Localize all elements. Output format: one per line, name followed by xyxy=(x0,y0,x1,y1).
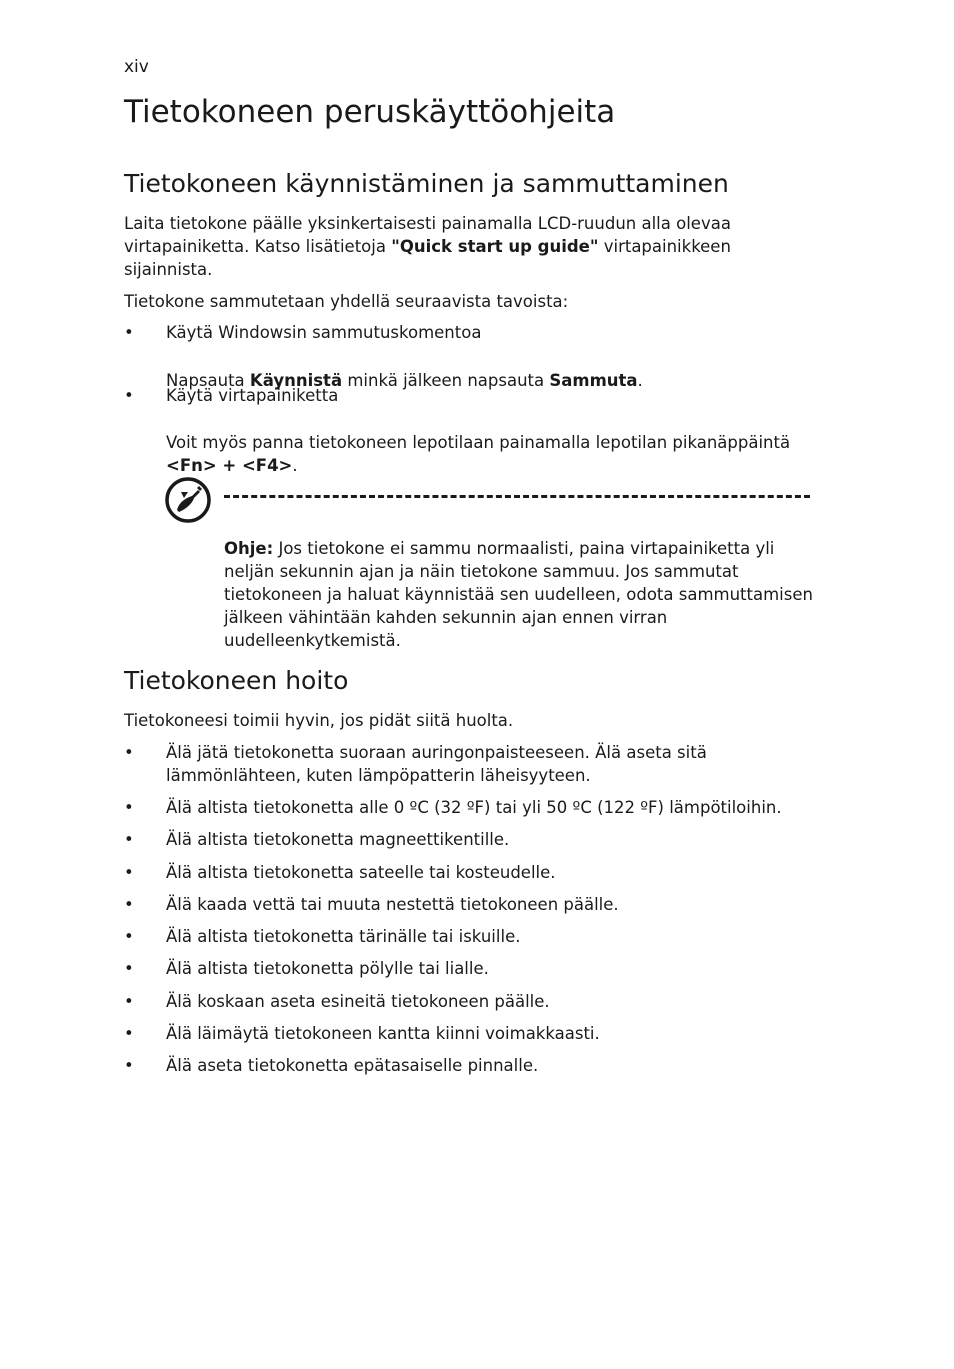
detail-text: . xyxy=(637,370,643,390)
detail-text: . xyxy=(292,455,298,475)
list-item-text: Käytä Windowsin sammutuskomentoa xyxy=(166,323,482,342)
list-item-text: Käytä virtapainiketta xyxy=(166,386,339,405)
section-heading-care: Tietokoneen hoito xyxy=(124,666,349,695)
care-intro-paragraph: Tietokoneesi toimii hyvin, jos pidät siitä huolta. xyxy=(124,711,514,730)
start-menu-label: Käynnistä xyxy=(249,370,343,390)
shutdown-option-power-button-detail xyxy=(166,431,814,477)
care-list-item xyxy=(124,741,814,787)
list-item-text: Älä koskaan aseta esineitä tietokoneen päälle. xyxy=(166,992,550,1011)
bullet: • xyxy=(124,798,134,817)
list-item-text: Älä altista tietokonetta sateelle tai kosteudelle. xyxy=(166,863,556,882)
care-list-item xyxy=(124,861,814,884)
list-item-text: Älä jätä tietokonetta suoraan auringonpaisteeseen. Älä aseta sitä lämmönlähteen, kuten lämpöpatterin läheisyyteen. xyxy=(166,743,707,785)
bullet: • xyxy=(124,927,134,946)
care-list-item xyxy=(124,1054,814,1077)
startup-intro-text-1: Laita tietokone päälle yksinkertaisesti painamalla LCD-ruudun alla olevaa virtapainiketta. Katso lisätietoja xyxy=(124,214,731,256)
care-list-item xyxy=(124,1022,814,1045)
list-item-text: Älä altista tietokonetta magneettikentille. xyxy=(166,830,510,849)
note-text: Jos tietokone ei sammu normaalisti, paina virtapainiketta yli neljän sekunnin ajan ja näin tietokone sammuu. Jos sammutat tietokoneen ja haluat käynnistää sen uudelleen, odota sammuttamisen jälkeen vähintään kahden sekunnin ajan ennen virran uudelleenkytkemistä. xyxy=(224,538,813,650)
care-list-item xyxy=(124,796,814,819)
quick-start-guide-reference: "Quick start up guide" xyxy=(391,237,599,256)
care-list-item xyxy=(124,828,814,851)
shutdown-option-power-button xyxy=(124,384,814,407)
startup-intro-text-2: virtapainikkeen sijainnista. xyxy=(124,237,731,279)
note-divider xyxy=(224,495,810,498)
section-heading-startup: Tietokoneen käynnistäminen ja sammuttaminen xyxy=(124,169,729,198)
list-item-text: Älä läimäytä tietokoneen kantta kiinni voimakkaasti. xyxy=(166,1024,600,1043)
detail-text: Napsauta xyxy=(166,370,250,390)
care-list-item xyxy=(124,990,814,1013)
bullet: • xyxy=(124,863,134,882)
list-item-text: Älä aseta tietokonetta epätasaiselle pinnalle. xyxy=(166,1056,539,1075)
page-number: xiv xyxy=(124,57,149,77)
bullet: • xyxy=(124,323,134,342)
note-label: Ohje: xyxy=(224,538,274,558)
note-paragraph xyxy=(224,537,814,652)
list-item-text: Älä kaada vettä tai muuta nestettä tietokoneen päälle. xyxy=(166,895,619,914)
bullet: • xyxy=(124,1024,134,1043)
bullet: • xyxy=(124,386,134,405)
sleep-hotkey: <Fn> + <F4> xyxy=(166,455,293,475)
list-item-text: Älä altista tietokonetta tärinälle tai iskuille. xyxy=(166,927,521,946)
detail-text: Voit myös panna tietokoneen lepotilaan painamalla lepotilan pikanäppäintä xyxy=(166,432,791,452)
care-list-item xyxy=(124,957,814,980)
list-item-text: Älä altista tietokonetta alle 0 ºC (32 ºF) tai yli 50 ºC (122 ºF) lämpötiloihin. xyxy=(166,798,782,817)
note-icon xyxy=(164,476,212,524)
bullet: • xyxy=(124,743,134,762)
care-list-item xyxy=(124,925,814,948)
startup-intro-paragraph xyxy=(124,212,814,281)
shutdown-intro-paragraph: Tietokone sammutetaan yhdellä seuraavista tavoista: xyxy=(124,292,569,311)
bullet: • xyxy=(124,895,134,914)
detail-text: minkä jälkeen napsauta xyxy=(342,370,550,390)
shutdown-option-windows xyxy=(124,321,814,344)
bullet: • xyxy=(124,830,134,849)
bullet: • xyxy=(124,992,134,1011)
care-list-item xyxy=(124,893,814,916)
shutdown-menu-label: Sammuta xyxy=(549,370,638,390)
bullet: • xyxy=(124,1056,134,1075)
bullet: • xyxy=(124,959,134,978)
page-title: Tietokoneen peruskäyttöohjeita xyxy=(124,94,616,130)
list-item-text: Älä altista tietokonetta pölylle tai lialle. xyxy=(166,959,489,978)
